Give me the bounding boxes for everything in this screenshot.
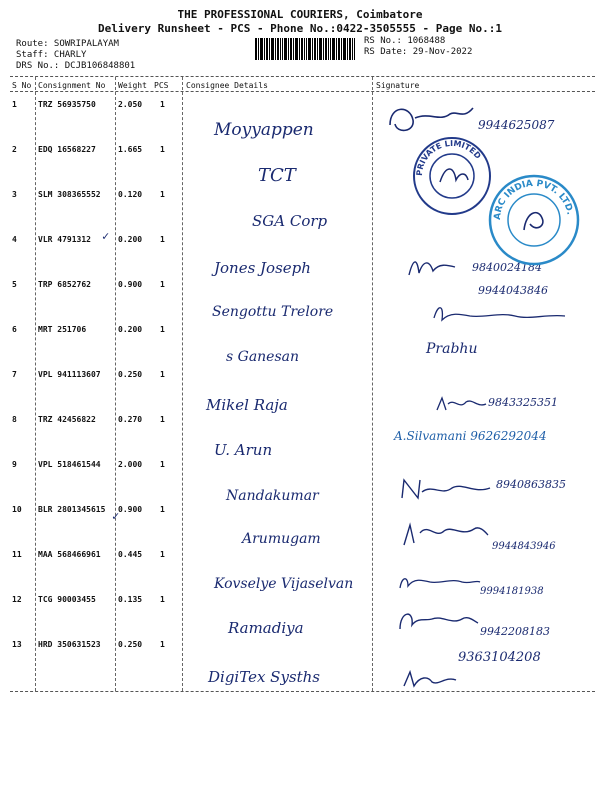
- table-row: [0, 595, 600, 640]
- table-row: [0, 325, 600, 370]
- cell-pcs: 1: [160, 280, 165, 289]
- cell-weight: 1.665: [118, 145, 143, 154]
- cell-weight: 0.250: [118, 370, 143, 379]
- cell-pcs: 1: [160, 550, 165, 559]
- cell-weight: 0.445: [118, 550, 143, 559]
- cell-pcs: 1: [160, 145, 165, 154]
- cell-weight: 0.200: [118, 235, 143, 244]
- signature-scribble: [396, 570, 482, 592]
- company-stamp: [410, 134, 494, 218]
- meta-left: [16, 39, 135, 72]
- cell-consignment: VPL 518461544: [38, 460, 101, 469]
- cell-consignment: MRT 251706: [38, 325, 87, 334]
- cell-pcs: 1: [160, 190, 165, 199]
- signature-handwriting: A.Silvamani 9626292044: [394, 429, 547, 443]
- consignee-handwriting: DigiTex Sysths: [208, 668, 321, 686]
- signature-handwriting: 9994181938: [480, 586, 544, 597]
- cell-pcs: 1: [160, 595, 165, 604]
- cell-weight: 0.250: [118, 640, 143, 649]
- cell-sno: 4: [12, 235, 17, 244]
- cell-pcs: 1: [160, 640, 165, 649]
- check-mark-icon: ✓: [112, 509, 120, 523]
- consignee-handwriting: Kovselye Vijaselvan: [214, 576, 354, 592]
- signature-handwriting: 8940863835: [496, 478, 566, 491]
- consignee-handwriting: TCT: [258, 165, 296, 186]
- table-row: [0, 640, 600, 685]
- cell-consignment: VLR 4791312: [38, 235, 91, 244]
- cell-sno: 13: [12, 640, 22, 649]
- column-header-consignment: Consignment No: [38, 81, 106, 90]
- consignee-handwriting: SGA Corp: [252, 212, 328, 230]
- signature-scribble: [400, 519, 490, 549]
- signature-handwriting: 9363104208: [458, 650, 541, 665]
- table-row: [0, 100, 600, 145]
- column-header-consignee: Consignee Details: [186, 81, 268, 90]
- cell-weight: 0.135: [118, 595, 143, 604]
- document-subtitle: Delivery Runsheet - PCS - Phone No.:0422-3505555 - Page No.:1: [98, 22, 502, 35]
- consignee-handwriting: Jones Joseph: [214, 259, 311, 277]
- cell-consignment: TRZ 56935750: [38, 100, 96, 109]
- meta-right: [364, 36, 472, 58]
- cell-consignment: MAA 568466961: [38, 550, 101, 559]
- signature-handwriting: 9944843946: [492, 541, 556, 552]
- stamp-ring-text: PRIVATE LIMITED: [414, 138, 483, 177]
- table-row: [0, 280, 600, 325]
- cell-weight: 0.200: [118, 325, 143, 334]
- consignee-handwriting: Moyyappen: [214, 120, 314, 140]
- cell-pcs: 1: [160, 370, 165, 379]
- column-header-signature: Signature: [376, 81, 420, 90]
- cell-consignment: TCG 90003455: [38, 595, 96, 604]
- signature-handwriting: 9843325351: [488, 396, 558, 409]
- consignee-handwriting: Arumugam: [242, 531, 321, 547]
- signature-scribble: [398, 476, 494, 502]
- cell-pcs: 1: [160, 415, 165, 424]
- rs-number: RS No.: 1068488: [364, 36, 446, 46]
- signature-scribble: [405, 253, 465, 279]
- signature-handwriting: 9944043846: [478, 284, 548, 297]
- table-row: [0, 370, 600, 415]
- signature-scribble: [400, 668, 460, 690]
- cell-sno: 7: [12, 370, 17, 379]
- staff: Staff: CHARLY: [16, 50, 87, 60]
- cell-pcs: 1: [160, 235, 165, 244]
- signature-handwriting: 9944625087: [478, 118, 555, 132]
- cell-consignment: TRZ 42456822: [38, 415, 96, 424]
- cell-sno: 2: [12, 145, 17, 154]
- drs-number: DRS No.: DCJB106848801: [16, 61, 136, 71]
- cell-weight: 0.900: [118, 505, 143, 514]
- cell-consignment: TRP 6852762: [38, 280, 91, 289]
- cell-consignment: BLR 2801345615: [38, 505, 106, 514]
- signature-handwriting: Prabhu: [426, 341, 478, 357]
- consignee-handwriting: U. Arun: [214, 441, 273, 459]
- cell-weight: 0.120: [118, 190, 143, 199]
- column-header-weight: Weight: [118, 81, 147, 90]
- cell-consignment: HRD 350631523: [38, 640, 101, 649]
- cell-sno: 10: [12, 505, 22, 514]
- company-stamp: [486, 172, 582, 268]
- table-top-rule: [10, 76, 595, 77]
- cell-pcs: 1: [160, 100, 165, 109]
- document-title: THE PROFESSIONAL COURIERS, Coimbatore: [177, 8, 423, 21]
- consignee-handwriting: Sengottu Trelore: [212, 304, 334, 320]
- cell-weight: 2.050: [118, 100, 143, 109]
- rs-date: RS Date: 29-Nov-2022: [364, 47, 473, 57]
- table-row: [0, 550, 600, 595]
- consignee-handwriting: s Ganesan: [226, 349, 300, 365]
- route: Route: SOWRIPALAYAM: [16, 39, 119, 49]
- signature-scribble: [434, 394, 489, 414]
- signature-handwriting: 9942208183: [480, 625, 550, 638]
- barcode: [255, 38, 355, 60]
- cell-sno: 6: [12, 325, 17, 334]
- signature-handwriting: 9840024184: [472, 261, 542, 274]
- column-header-sno: S No: [12, 81, 32, 90]
- signature-scribble: [396, 607, 480, 633]
- table-bottom-rule: [10, 691, 595, 692]
- table-row: [0, 415, 600, 460]
- cell-sno: 1: [12, 100, 17, 109]
- cell-weight: 2.000: [118, 460, 143, 469]
- cell-sno: 8: [12, 415, 17, 424]
- check-mark-icon: ✓: [102, 229, 110, 243]
- consignee-handwriting: Nandakumar: [226, 488, 319, 504]
- consignee-handwriting: Mikel Raja: [206, 396, 288, 414]
- consignee-handwriting: Ramadiya: [228, 619, 304, 637]
- stamp-ring-text: ARC INDIA PVT. LTD.: [492, 178, 575, 221]
- signature-scribble: [430, 302, 570, 324]
- column-header-pcs: PCS: [154, 81, 169, 90]
- cell-weight: 0.270: [118, 415, 143, 424]
- table-row: [0, 460, 600, 505]
- cell-sno: 11: [12, 550, 22, 559]
- table-row: [0, 505, 600, 550]
- table-header-rule: [10, 91, 595, 92]
- cell-sno: 12: [12, 595, 22, 604]
- cell-pcs: 1: [160, 505, 165, 514]
- cell-weight: 0.900: [118, 280, 143, 289]
- cell-sno: 9: [12, 460, 17, 469]
- cell-sno: 5: [12, 280, 17, 289]
- cell-consignment: SLM 308365552: [38, 190, 101, 199]
- cell-pcs: 1: [160, 325, 165, 334]
- cell-pcs: 1: [160, 460, 165, 469]
- cell-consignment: VPL 941113607: [38, 370, 101, 379]
- cell-sno: 3: [12, 190, 17, 199]
- cell-consignment: EDQ 16568227: [38, 145, 96, 154]
